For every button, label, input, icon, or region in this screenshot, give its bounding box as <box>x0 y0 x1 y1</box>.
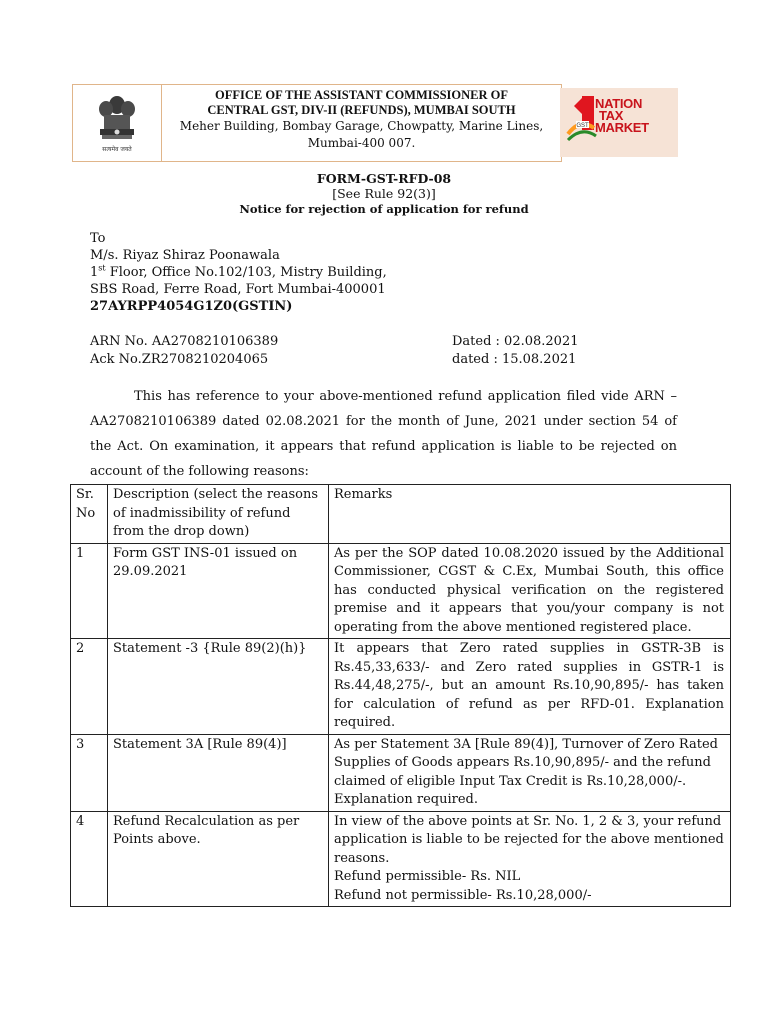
recipient-address-line2: SBS Road, Ferre Road, Fort Mumbai-400001 <box>90 282 386 297</box>
row-description: Statement -3 {Rule 89(2)(h)} <box>108 639 329 735</box>
office-address-line2: Mumbai-400 007. <box>307 136 416 150</box>
table-row <box>71 639 731 735</box>
reasons-table <box>70 484 731 907</box>
paragraph-text: This has reference to your above-mentioned refund application filed vide ARN – AA2708210106389 dated 02.08.2021 for the month of June, 2021 under section 54 of the Act. On examination, it appears that refund application is liable to be rejected on account of the following reasons: <box>90 389 677 479</box>
to-label: To <box>90 231 106 246</box>
table-header-row <box>71 485 731 544</box>
table-row <box>71 734 731 811</box>
row-remarks: As per the SOP dated 10.08.2020 issued by the Additional Commissioner, CGST & C.Ex, Mumbai South, this office has conducted physical verification on the registered premise and it appears that you/your company is not operating from the above mentioned registered place. <box>329 543 731 639</box>
arn-date: Dated : 02.08.2021 <box>452 334 579 349</box>
arn-number: ARN No. AA2708210106389 <box>90 334 279 349</box>
row-remarks-cell <box>329 811 731 907</box>
row-remarks: In view of the above points at Sr. No. 1, 2 & 3, your refund application is liable to be rejected for the above mentioned reasons. <box>334 813 724 866</box>
emblem-caption: सत्यमेव जयते <box>102 146 132 153</box>
row-description: Form GST INS-01 issued on 29.09.2021 <box>108 543 329 639</box>
ack-date: dated : 15.08.2021 <box>452 352 577 367</box>
form-rule: [See Rule 92(3)] <box>332 186 436 201</box>
recipient-gstin: 27AYRPP4054G1Z0(GSTIN) <box>90 299 293 314</box>
recipient-address-line1 <box>90 264 387 281</box>
office-title-line1: OFFICE OF THE ASSISTANT COMMISSIONER OF <box>215 88 508 102</box>
emblem-box <box>73 85 162 161</box>
address-line1-rest: Floor, Office No.102/103, Mistry Building, <box>105 265 387 280</box>
ack-number: Ack No.ZR2708210204065 <box>90 352 269 367</box>
logo-badge: GST <box>576 123 589 129</box>
office-address-line1: Meher Building, Bombay Garage, Chowpatty, Marine Lines, <box>179 119 544 133</box>
national-emblem-icon <box>82 91 152 155</box>
form-title: Notice for rejection of application for refund <box>239 202 529 216</box>
row-remarks: It appears that Zero rated supplies in GSTR-3B is Rs.45,33,633/- and Zero rated supplies in GSTR-1 is Rs.44,48,275/-, but an amount Rs.10,90,895/- has taken for calculation of refund as per RFD-01. Explanation required. <box>329 639 731 735</box>
refund-not-permissible: Refund not permissible- Rs.10,28,000/- <box>334 887 592 903</box>
table-row <box>71 811 731 907</box>
office-title-line2: CENTRAL GST, DIV-II (REFUNDS), MUMBAI SOUTH <box>207 103 516 117</box>
header-remarks: Remarks <box>329 485 731 544</box>
floor-suffix: st <box>98 263 106 273</box>
row-sr: 1 <box>71 543 108 639</box>
nation-tax-market-logo <box>560 88 678 157</box>
header-description: Description (select the reasons of inadmissibility of refund from the drop down) <box>108 485 329 544</box>
office-address-block <box>162 85 561 161</box>
recipient-block <box>90 230 387 315</box>
row-description: Refund Recalculation as per Points above. <box>108 811 329 907</box>
header-sr-no: Sr. No <box>71 485 108 544</box>
logo-text-3: MARKET <box>595 120 649 135</box>
recipient-name: M/s. Riyaz Shiraz Poonawala <box>90 248 280 263</box>
logo-text-2: TAX <box>599 108 624 123</box>
row-sr: 3 <box>71 734 108 811</box>
row-remarks: As per Statement 3A [Rule 89(4)], Turnover of Zero Rated Supplies of Goods appears Rs.10,90,895/- and the refund claimed of eligible Input Tax Credit is Rs.10,28,000/-. Explanation required. <box>329 734 731 811</box>
table-row <box>71 543 731 639</box>
row-description: Statement 3A [Rule 89(4)] <box>108 734 329 811</box>
row-sr: 4 <box>71 811 108 907</box>
office-header <box>72 84 562 162</box>
floor-number: 1 <box>90 265 99 280</box>
refund-permissible: Refund permissible- Rs. NIL <box>334 869 521 884</box>
logo-text <box>595 98 649 134</box>
logo-text-1: NATION <box>595 96 643 111</box>
notice-paragraph <box>90 384 677 484</box>
row-sr: 2 <box>71 639 108 735</box>
form-code: FORM-GST-RFD-08 <box>316 171 452 186</box>
